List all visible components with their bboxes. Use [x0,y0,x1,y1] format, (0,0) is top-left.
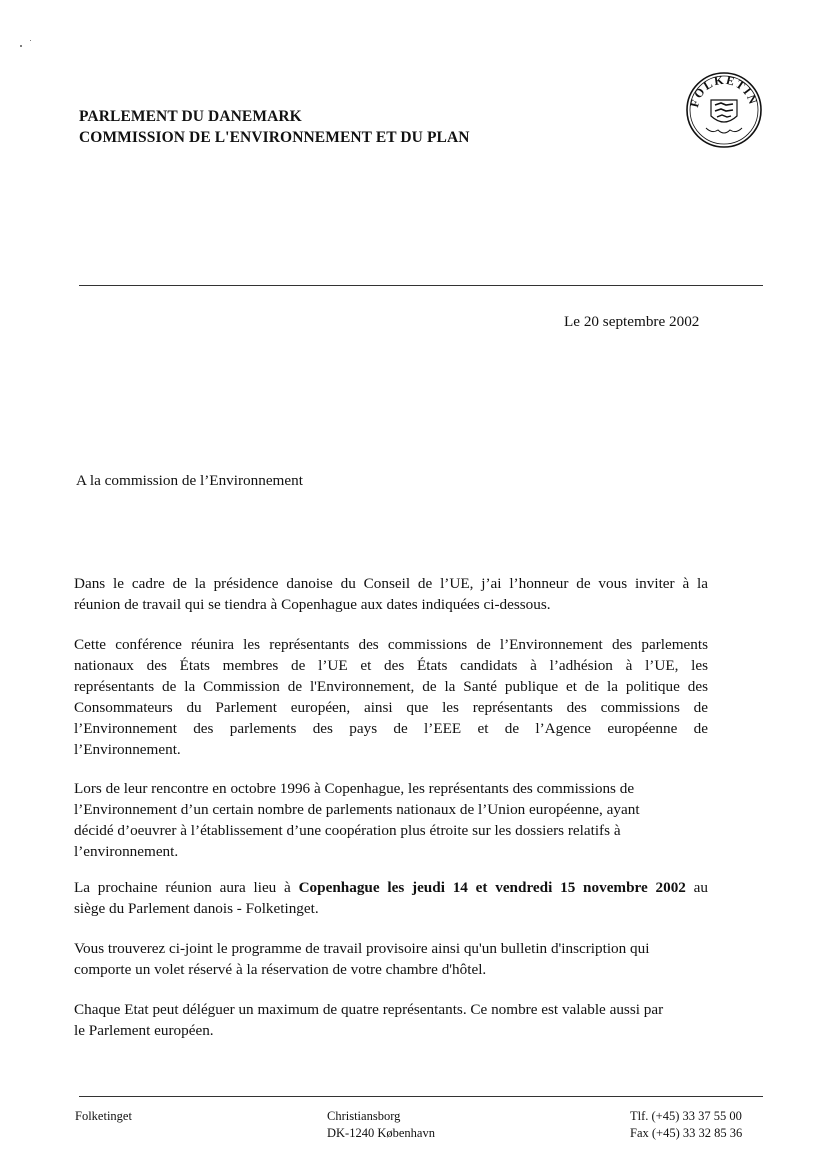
meeting-suffix: au [685,879,708,896]
paragraph-line: Consommateurs du Parlement européen, ainsi que les représentants des commissions de [74,699,708,716]
paragraph-line: l’Environnement des parlements des pays de l’EEE et de l’Agence européenne de [74,720,708,737]
paragraph-line: l’Environnement d’un certain nombre de parlements nationaux de l’Union européenne, ayant [74,801,640,818]
paragraph-delegation [74,999,708,1041]
footer-address-line: DK-1240 København [327,1126,435,1140]
paragraph-line: le Parlement européen. [74,1022,214,1039]
paragraph-line: décidé d’oeuvrer à l’établissement d’une coopération plus étroite sur les dossiers relatifs à [74,822,621,839]
paragraph-line: réunion de travail qui se tiendra à Copenhague aux dates indiquées ci-dessous. [74,596,551,613]
folketinget-seal-icon [684,70,764,150]
footer-contact [630,1108,742,1142]
addressee: A la commission de l’Environnement [76,472,303,489]
paragraph-line: siège du Parlement danois - Folketinget. [74,900,319,917]
paragraph-line: l’Environnement. [74,741,181,758]
paragraph-meeting [74,877,708,919]
header-divider [79,285,763,286]
header-commission: COMMISSION DE L'ENVIRONNEMENT ET DU PLAN [79,129,470,146]
paragraph-participants [74,634,708,760]
paragraph-line: Lors de leur rencontre en octobre 1996 à Copenhague, les représentants des commissions de [74,780,635,797]
meeting-date-highlight: Copenhague les jeudi 14 et vendredi 15 novembre 2002 [298,879,686,896]
paragraph-line: Dans le cadre de la présidence danoise du Conseil de l’UE, j’ai l’honneur de vous inviter à la [74,575,708,592]
paragraph-history [74,778,708,862]
paragraph-line: comporte un volet réservé à la réservation de votre chambre d'hôtel. [74,961,487,978]
paragraph-line: l’environnement. [74,843,179,860]
paragraph-line: nationaux des États membres de l’UE et des États candidats à l’adhésion à l’UE, les [74,657,708,674]
seal-text: FOLKETIN [687,72,761,109]
meeting-intro: La prochaine réunion aura lieu à [74,879,299,896]
letter-date: Le 20 septembre 2002 [564,313,700,330]
paragraph-invitation [74,573,708,615]
scan-speck [20,45,22,47]
paragraph-line: représentants de la Commission de l'Environnement, de la Santé publique et de la politique des [74,678,708,695]
footer-phone: Tlf. (+45) 33 37 55 00 [630,1109,742,1123]
footer-address-line: Christiansborg [327,1109,401,1123]
footer-organisation: Folketinget [75,1109,132,1123]
paragraph-attachments [74,938,708,980]
paragraph-line: Chaque Etat peut déléguer un maximum de quatre représentants. Ce nombre est valable aussi par [74,1001,664,1018]
footer-fax: Fax (+45) 33 32 85 36 [630,1126,743,1140]
header-parliament: PARLEMENT DU DANEMARK [79,108,302,125]
footer-divider [79,1096,763,1097]
paragraph-line: Cette conférence réunira les représentants des commissions de l’Environnement des parlements [74,636,708,653]
scan-speck [30,40,31,41]
paragraph-line [74,877,708,898]
footer-address [327,1108,435,1142]
paragraph-line: Vous trouverez ci-joint le programme de travail provisoire ainsi qu'un bulletin d'inscription qui [74,940,650,957]
